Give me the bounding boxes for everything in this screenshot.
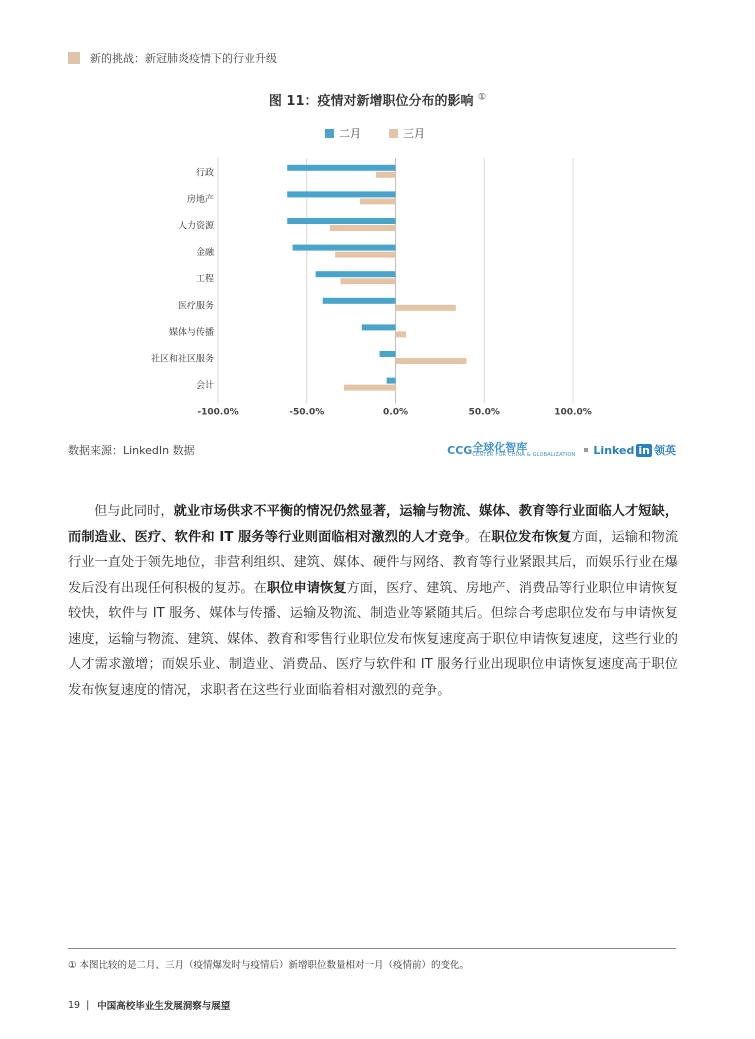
- bar-mar: [376, 172, 396, 178]
- bar-feb: [323, 298, 396, 304]
- x-tick-label: 50.0%: [468, 407, 500, 418]
- footnote: ① 本图比较的是二月、三月（疫情爆发时与疫情后）新增职位数量相对一月（疫情前）的变化。: [68, 960, 470, 971]
- text-run: 。在: [464, 529, 492, 545]
- footer-separator: |: [86, 999, 90, 1011]
- text-run: 但与此同时，: [94, 504, 174, 519]
- legend-label-mar: 三月: [403, 127, 425, 140]
- bar-feb: [387, 378, 396, 384]
- paragraph: [68, 499, 678, 703]
- header-square-icon: [68, 52, 80, 64]
- footer-title: 中国高校毕业生发展洞察与展望: [97, 1001, 231, 1012]
- bar-mar: [396, 305, 456, 311]
- bar-mar: [396, 358, 467, 364]
- figure-title-text: 图 11：疫情对新增职位分布的影响: [268, 94, 474, 109]
- bar-feb: [316, 271, 396, 277]
- ccg-logo-text: CCG: [447, 443, 473, 457]
- x-tick-label: 100.0%: [554, 407, 592, 418]
- data-source: 数据来源：LinkedIn 数据: [68, 444, 195, 457]
- bar-mar: [344, 385, 395, 391]
- bar-mar: [396, 331, 407, 337]
- legend-item-feb: [325, 125, 361, 141]
- bar-mar: [330, 225, 396, 231]
- source-line: [68, 440, 676, 460]
- category-label: 行政: [195, 168, 214, 179]
- category-label: 金融: [195, 248, 214, 259]
- body-text: [68, 499, 678, 703]
- bar-feb: [380, 351, 396, 357]
- bar-mar: [360, 198, 396, 204]
- ccg-logo: [472, 442, 575, 458]
- ccg-logo-cn: 全球化智库: [472, 441, 528, 454]
- bar-feb: [287, 191, 395, 197]
- bar-mar: [340, 278, 395, 284]
- bar-chart: [0, 150, 755, 425]
- figure-title: [0, 90, 755, 109]
- page-header: [68, 50, 277, 66]
- category-label: 会计: [195, 381, 214, 392]
- category-label: 人力资源: [177, 221, 214, 232]
- bar-feb: [287, 165, 395, 171]
- legend-swatch-feb: [325, 129, 334, 138]
- legend-item-mar: [389, 125, 425, 141]
- ccg-logo-sub: CENTER FOR CHINA & GLOBALIZATION: [472, 452, 576, 458]
- text-run: 方面，运输和物流行业一直处于领先地位，非营利组织、建筑、媒体、硬件与网络、教育等行业紧跟其后，而娱乐行业在爆发后没有出现任何积极的复苏。在: [68, 529, 679, 596]
- logo-separator: [584, 448, 588, 452]
- bold-run: 职位发布恢复: [491, 529, 572, 545]
- linkedin-logo-cn: 领英: [654, 444, 676, 457]
- x-tick-label: -100.0%: [197, 407, 239, 418]
- bar-feb: [362, 324, 396, 330]
- text-run: 方面，医疗、建筑、房地产、消费品等行业职位申请恢复较快，软件与 IT 服务、媒体与传播、运输及物流、制造业等紧随其后。但综合考虑职位发布与申请恢复速度，运输与物流、建筑、媒体、教育和零售行业职位发布恢复速度高于职位申请恢复速度，这些行业的人才需求激增；而娱乐业、制造业、消费品、医疗与软件和 IT 服务行业出现职位申请恢复速度高于职位发布恢复速度的情况，求职者在这些行业面临着相对激烈的竞争。: [68, 580, 679, 698]
- legend-swatch-mar: [389, 129, 398, 138]
- legend-label-feb: 二月: [339, 127, 361, 140]
- linkedin-logo-text: Linked: [593, 443, 635, 457]
- page-number: 19: [68, 999, 81, 1011]
- header-text: 新的挑战：新冠肺炎疫情下的行业升级: [90, 52, 277, 65]
- category-label: 工程: [195, 274, 214, 285]
- footnote-divider: [68, 948, 676, 949]
- bold-run: 就业市场供求不平衡的情况仍然显著，运输与物流、媒体、教育等行业面临人才短缺，而制造业、医疗、软件和 IT 服务等行业则面临相对激烈的人才竞争: [68, 504, 679, 545]
- chart-legend: [325, 125, 453, 141]
- category-label: 媒体与传播: [168, 327, 214, 338]
- category-label: 医疗服务: [177, 301, 214, 312]
- x-tick-label: -50.0%: [289, 407, 325, 418]
- category-label: 社区和社区服务: [150, 354, 214, 365]
- logos: [447, 442, 676, 458]
- bold-run: 职位申请恢复: [266, 580, 347, 596]
- figure-note-mark: ①: [478, 92, 487, 103]
- x-tick-label: 0.0%: [383, 407, 408, 418]
- linkedin-in-icon: in: [638, 443, 650, 457]
- bar-feb: [287, 218, 395, 224]
- bar-mar: [335, 252, 395, 258]
- bar-feb: [293, 245, 396, 251]
- page-footer: [68, 998, 230, 1012]
- category-label: 房地产: [186, 194, 214, 205]
